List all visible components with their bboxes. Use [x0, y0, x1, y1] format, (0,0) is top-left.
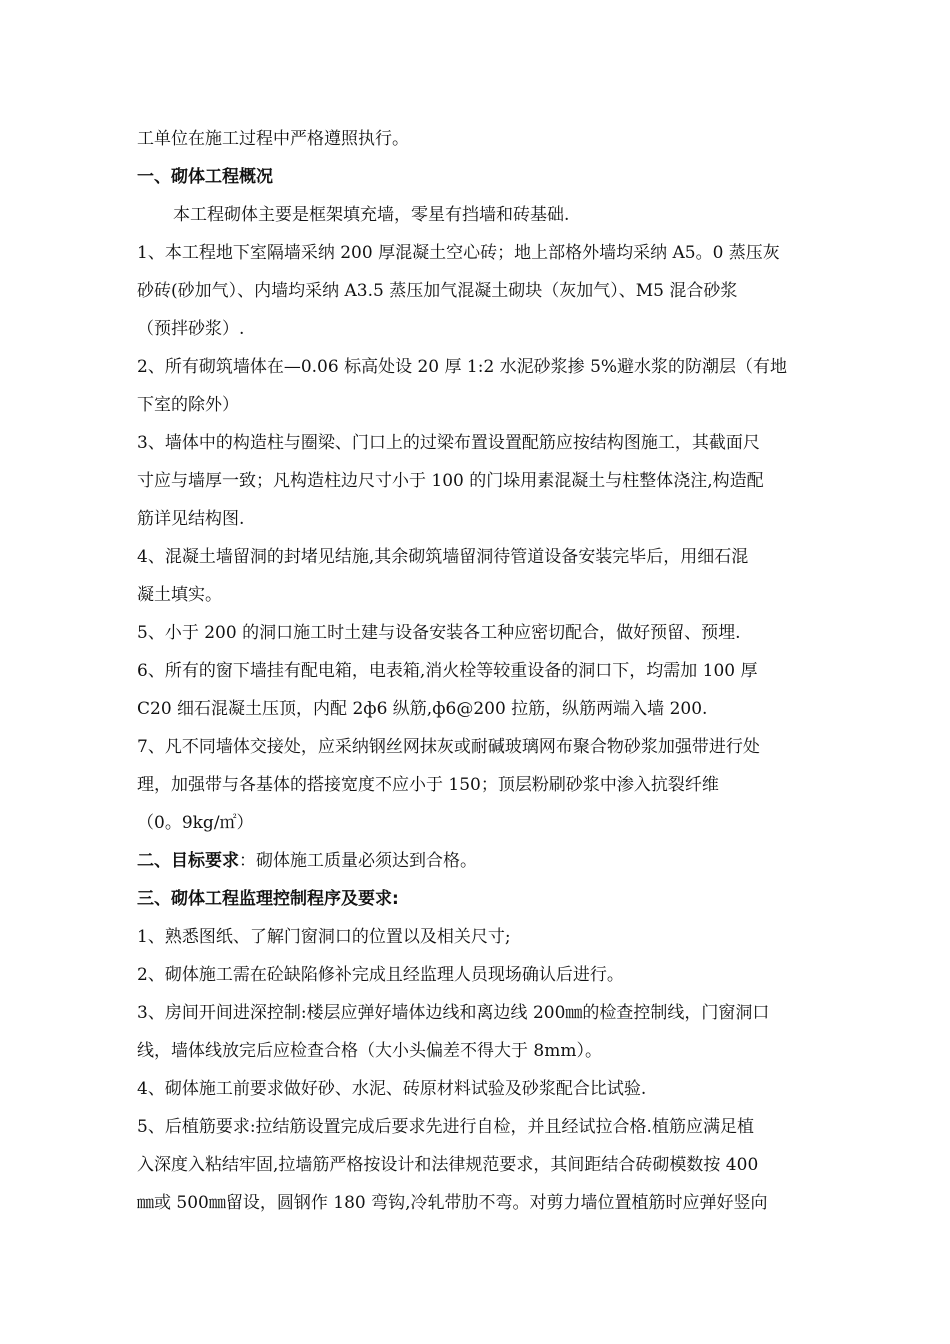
paragraph-line: 下室的除外） [137, 395, 239, 415]
section-heading: 三、砌体工程监理控制程序及要求: [137, 889, 399, 909]
paragraph-line: （预拌砂浆）. [137, 319, 245, 339]
list-item: 7、凡不同墙体交接处，应采纳钢丝网抹灰或耐碱玻璃网布聚合物砂浆加强带进行处 [137, 737, 760, 757]
list-item: 3、墙体中的构造柱与圈梁、门口上的过梁布置设置配筋应按结构图施工，其截面尺 [137, 433, 760, 453]
list-item: 5、小于 200 的洞口施工时土建与设备安装各工种应密切配合，做好预留、预埋. [137, 623, 741, 643]
list-item: 2、砌体施工需在砼缺陷修补完成且经监理人员现场确认后进行。 [137, 965, 624, 985]
list-item: 5、后植筋要求:拉结筋设置完成后要求先进行自检，并且经试拉合格.植筋应满足植 [137, 1117, 754, 1137]
paragraph-line: 凝土填实。 [137, 585, 222, 605]
list-item: 1、本工程地下室隔墙采纳 200 厚混凝土空心砖；地上部格外墙均采纳 A5。0 蒸压灰 [137, 243, 780, 263]
paragraph-line: 线，墙体线放完后应检查合格（大小头偏差不得大于 8mm）。 [137, 1041, 602, 1061]
document-body [137, 120, 837, 1222]
paragraph-line: 砂砖(砂加气）、内墙均采纳 A3.5 蒸压加气混凝土砌块（灰加气）、M5 混合砂浆 [137, 281, 738, 301]
list-item: 4、混凝土墙留洞的封堵见结施,其余砌筑墙留洞待管道设备安装完毕后，用细石混 [137, 547, 749, 567]
section-heading: 二、目标要求 [137, 851, 239, 871]
paragraph-line: 寸应与墙厚一致；凡构造柱边尺寸小于 100 的门垛用素混凝土与柱整体浇注,构造配 [137, 471, 764, 491]
list-item: 1、熟悉图纸、了解门窗洞口的位置以及相关尺寸; [137, 927, 511, 947]
list-item: 4、砌体施工前要求做好砂、水泥、砖原材料试验及砂浆配合比试验. [137, 1079, 647, 1099]
paragraph-line: 理，加强带与各基体的搭接宽度不应小于 150；顶层粉刷砂浆中渗入抗裂纤维 [137, 775, 719, 795]
paragraph-line: C20 细石混凝土压顶，内配 2ф6 纵筋,ф6@200 拉筋，纵筋两端入墙 200. [137, 699, 708, 719]
paragraph-line: 筋详见结构图. [137, 509, 245, 529]
paragraph-line: 工单位在施工过程中严格遵照执行。 [137, 129, 409, 149]
section-heading: 一、砌体工程概况 [137, 167, 273, 187]
list-item: 6、所有的窗下墙挂有配电箱，电表箱,消火栓等较重设备的洞口下，均需加 100 厚 [137, 661, 758, 681]
list-item: 3、房间开间进深控制:楼层应弹好墙体边线和离边线 200㎜的检查控制线，门窗洞口 [137, 1003, 770, 1023]
paragraph-line: （0。9kg/㎡） [137, 813, 254, 833]
paragraph-line: ㎜或 500㎜留设，圆钢作 180 弯钩,冷轧带肋不弯。对剪力墙位置植筋时应弹好竖向 [137, 1193, 768, 1213]
section-heading-line [137, 842, 837, 880]
paragraph-line: 入深度入粘结牢固,拉墙筋严格按设计和法律规范要求，其间距结合砖砌模数按 400 [137, 1155, 759, 1175]
section-heading-text: ：砌体施工质量必须达到合格。 [239, 851, 477, 871]
paragraph-line: 本工程砌体主要是框架填充墙，零星有挡墙和砖基础. [173, 205, 570, 225]
list-item: 2、所有砌筑墙体在—0.06 标高处设 20 厚 1:2 水泥砂浆掺 5%避水浆的防潮层（有地 [137, 357, 788, 377]
